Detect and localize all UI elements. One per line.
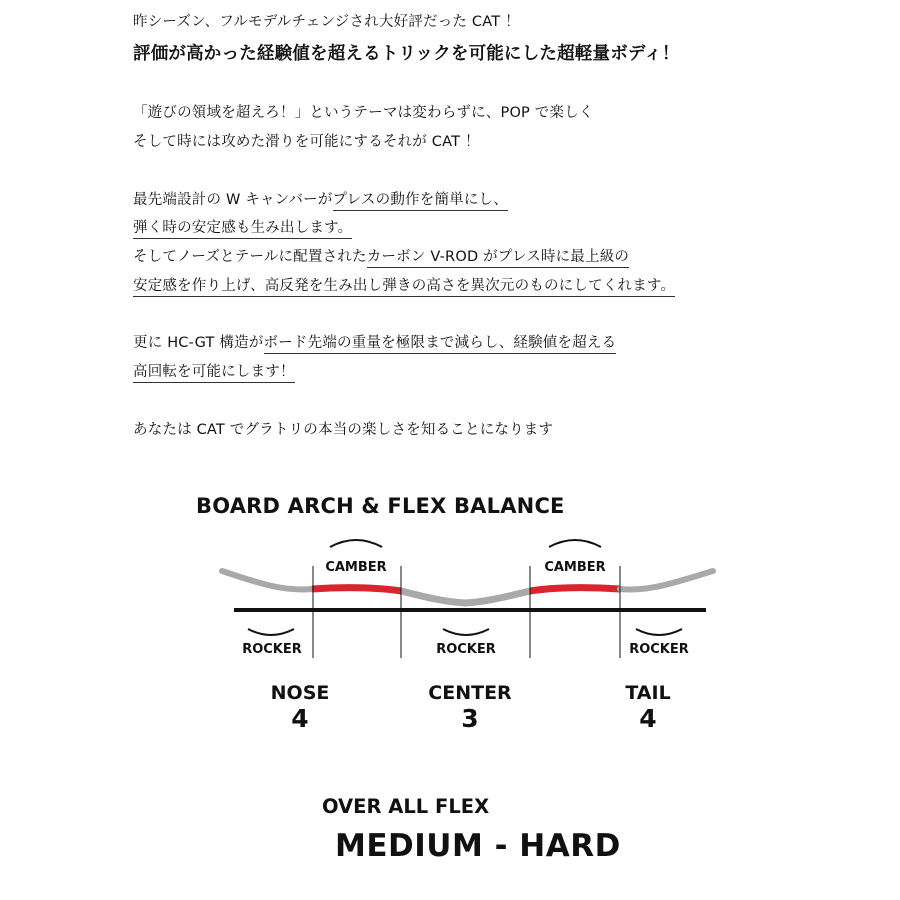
rocker-arc-icon — [443, 629, 489, 635]
text-span: そしてノーズとテールに配置された — [133, 249, 367, 265]
nose-camber-profile — [312, 588, 401, 591]
zone-name: CENTER — [428, 682, 512, 704]
zone-flex-value: 4 — [291, 704, 309, 733]
underlined-text: カーボン V-ROD がプレス時に最上級の — [367, 249, 629, 268]
zone-tail — [588, 682, 708, 733]
rocker-label: ROCKER — [242, 642, 302, 657]
overall-flex-label: OVER ALL FLEX — [322, 795, 490, 818]
text-span: 最先端設計の W キャンバーが — [133, 192, 333, 208]
camber-arc-icon — [330, 540, 382, 547]
rocker-label: ROCKER — [629, 642, 689, 657]
headline: 評価が高かった経験値を超えるトリックを可能にした超軽量ボディ！ — [133, 44, 680, 64]
tail-rocker-profile — [620, 571, 713, 589]
underlined-text: 高回転を可能にします！ — [133, 364, 295, 383]
intro-line: 昨シーズン、フルモデルチェンジされ大好評だった CAT ！ — [133, 14, 520, 30]
tail-camber-profile — [530, 588, 620, 591]
camber-label: CAMBER — [544, 560, 606, 575]
nose-rocker-profile — [222, 571, 312, 589]
rocker-label: ROCKER — [436, 642, 496, 657]
zone-nose — [240, 682, 360, 733]
paragraph1-line1: 「遊びの領域を超えろ！」というテーマは変わらずに、POP で楽しく — [133, 105, 594, 121]
rocker-arc-icon — [636, 629, 682, 635]
diagram-title: BOARD ARCH & FLEX BALANCE — [196, 494, 565, 518]
camber-arc-icon — [549, 540, 601, 547]
zone-center — [400, 682, 540, 733]
camber-label: CAMBER — [325, 560, 387, 575]
paragraph1-line2: そして時には攻めた滑りを可能にするそれが CAT ！ — [133, 134, 480, 150]
underlined-text: プレスの動作を簡単にし、 — [333, 192, 508, 211]
zone-name: NOSE — [270, 682, 330, 704]
zone-flex-value: 4 — [639, 704, 657, 733]
rocker-arc-icon — [248, 629, 294, 635]
underlined-text: 弾く時の安定感も生み出します。 — [133, 220, 352, 239]
overall-flex-value: MEDIUM - HARD — [335, 828, 621, 864]
center-rocker-profile — [401, 591, 530, 603]
underlined-text: ボード先端の重量を極限まで減らし、経験値を超える — [264, 335, 617, 354]
text-span: 更に HC-GT 構造が — [133, 335, 264, 351]
underlined-text: 安定感を作り上げ、高反発を生み出し弾きの高さを異次元のものにしてくれます。 — [133, 278, 675, 297]
closing-line: あなたは CAT でグラトリの本当の楽しさを知ることになります — [133, 422, 554, 438]
zone-flex-value: 3 — [461, 704, 479, 733]
zone-name: TAIL — [625, 682, 671, 704]
